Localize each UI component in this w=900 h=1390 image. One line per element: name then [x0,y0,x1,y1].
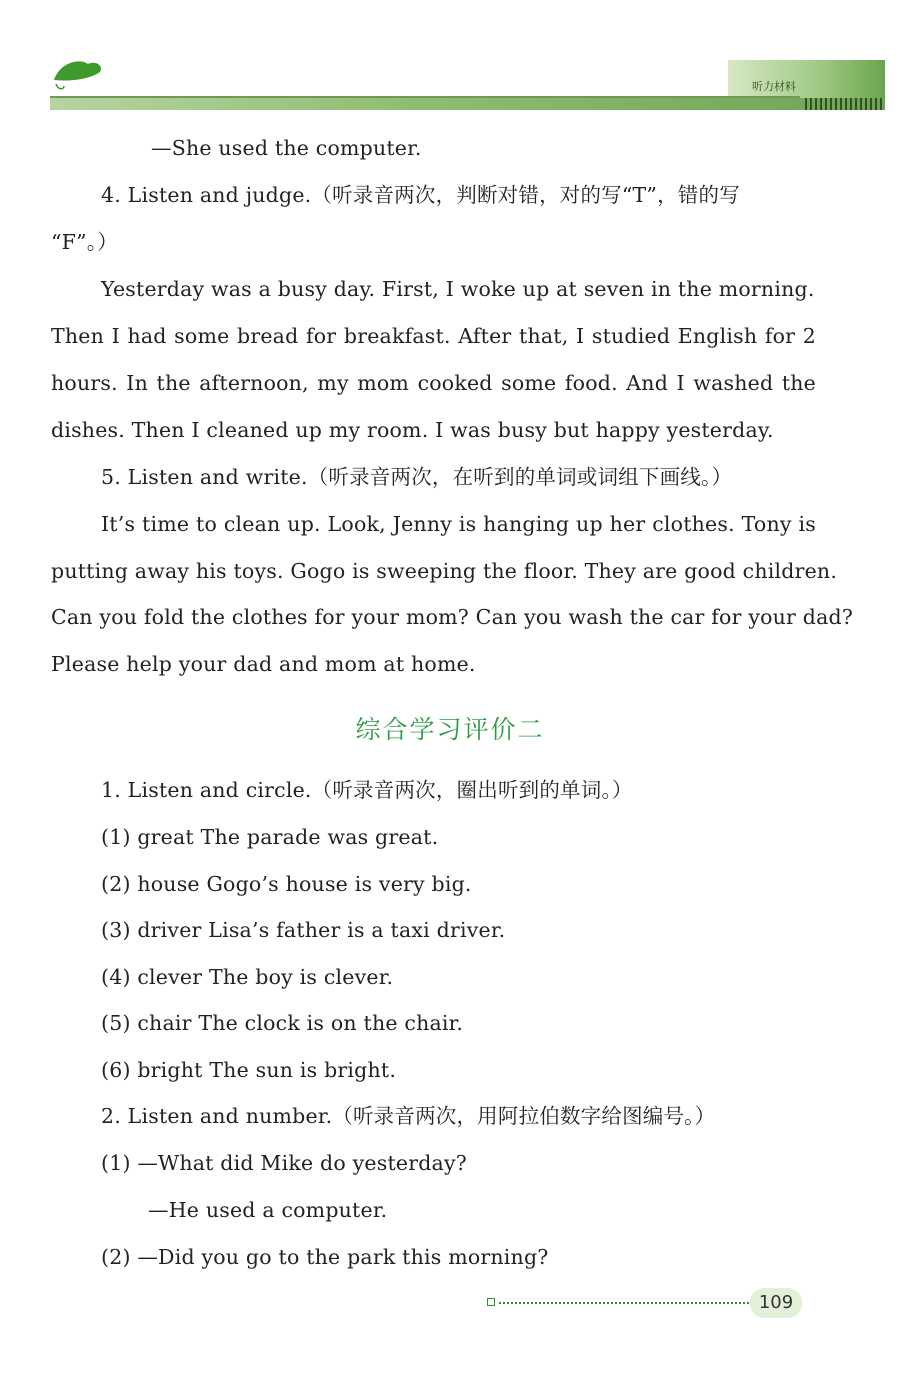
paragraph-line: It’s time to clean up. Look, Jenny is hanging up her clothes. Tony is [101,512,816,536]
page-number: 109 [750,1288,802,1318]
header-stripes [805,98,885,110]
task-2-heading: 2. Listen and number.（听录音两次，用阿拉伯数字给图编号。） [101,1104,716,1128]
task-1-heading: 1. Listen and circle.（听录音两次，圈出听到的单词。） [101,778,633,802]
section-title: 综合学习评价二 [355,715,545,744]
footer-square-icon [487,1298,495,1306]
paragraph-line: Can you fold the clothes for your mom? Can you wash the car for your dad? [51,605,854,629]
paragraph-line: Yesterday was a busy day. First, I woke up at seven in the morning. [101,277,815,301]
number-item: (1) —What did Mike do yesterday? [101,1151,467,1175]
circle-item: (4) clever The boy is clever. [101,965,394,989]
number-item-answer: —He used a computer. [148,1198,388,1222]
circle-item: (1) great The parade was great. [101,825,439,849]
leaf-icon [50,58,106,94]
header-band [50,98,885,110]
circle-item: (3) driver Lisa’s father is a taxi driver. [101,918,506,942]
number-item: (2) —Did you go to the park this morning? [101,1245,549,1269]
circle-item: (2) house Gogo’s house is very big. [101,872,472,896]
circle-item: (5) chair The clock is on the chair. [101,1011,464,1035]
footer-dotted-rule [499,1302,749,1304]
header-rule [50,96,800,98]
paragraph-line: putting away his toys. Gogo is sweeping the floor. They are good children. [51,559,838,583]
task-4-heading-cont: “F”。） [51,230,118,254]
paragraph-line: hours. In the afternoon, my mom cooked some food. And I washed the [51,371,816,395]
paragraph-line: Please help your dad and mom at home. [51,652,476,676]
dialogue-line: —She used the computer. [151,136,422,160]
circle-item: (6) bright The sun is bright. [101,1058,397,1082]
section-label: 听力材料 [752,80,796,93]
paragraph-line: Then I had some bread for breakfast. After that, I studied English for 2 [51,324,816,348]
paragraph-line: dishes. Then I cleaned up my room. I was busy but happy yesterday. [51,418,774,442]
task-5-heading: 5. Listen and write.（听录音两次，在听到的单词或词组下画线。） [101,465,733,489]
task-4-heading: 4. Listen and judge.（听录音两次，判断对错，对的写“T”，错的写 [101,183,740,207]
